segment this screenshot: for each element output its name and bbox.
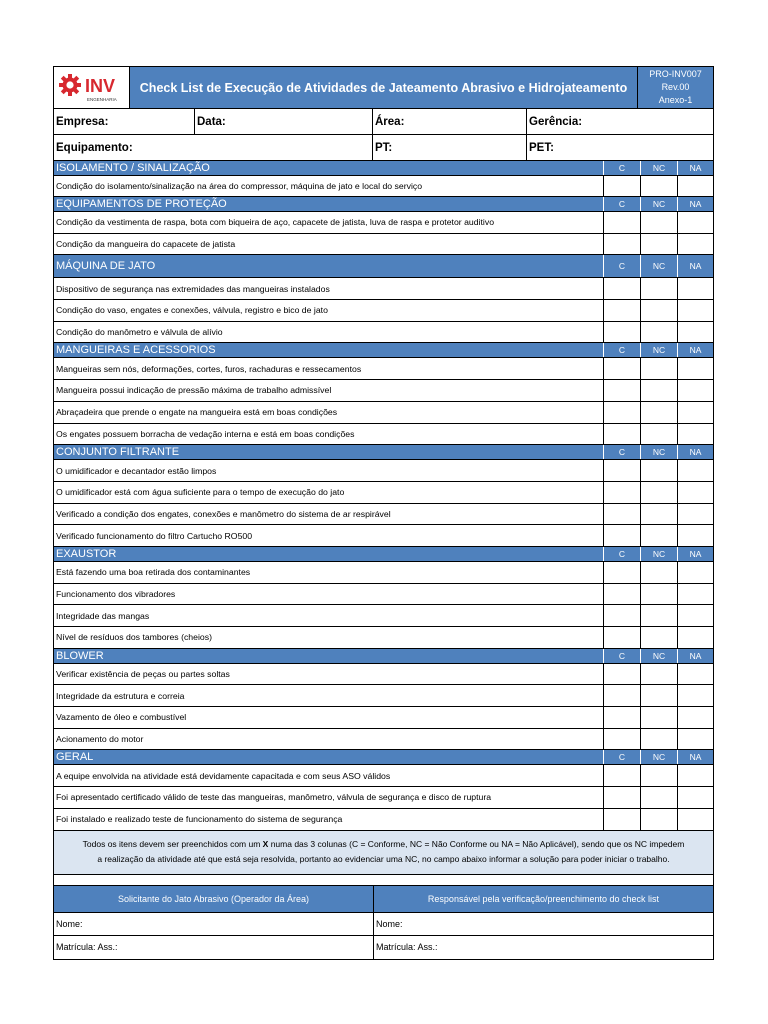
checklist-item-label: Dispositivo de segurança nas extremidades das mangueiras instalados bbox=[56, 283, 330, 294]
column-nc-header: NC bbox=[640, 750, 677, 764]
checklist-item-label: Funcionamento dos vibradores bbox=[56, 588, 176, 599]
checklist-item-label: Verificar existência de peças ou partes soltas bbox=[56, 669, 230, 680]
checklist-item bbox=[54, 402, 713, 424]
checklist-item bbox=[54, 685, 713, 707]
check-box-na[interactable] bbox=[677, 765, 713, 786]
check-box-na[interactable] bbox=[677, 707, 713, 728]
check-box-c[interactable] bbox=[603, 504, 640, 525]
check-box-c[interactable] bbox=[603, 322, 640, 343]
check-box-nc[interactable] bbox=[640, 424, 677, 445]
revision: Rev.00 bbox=[661, 82, 690, 92]
checklist-item-label: Condição do vaso, engates e conexões, válvula, registro e bico de jato bbox=[56, 305, 328, 316]
check-box-c[interactable] bbox=[603, 212, 640, 233]
check-box-na[interactable] bbox=[677, 809, 713, 830]
section-title: EQUIPAMENTOS DE PROTEÇÃO bbox=[56, 198, 227, 210]
check-box-na[interactable] bbox=[677, 322, 713, 343]
checklist-item-label: A equipe envolvida na atividade está devidamente capacitada e com seus ASO válidos bbox=[56, 770, 391, 781]
column-nc-header: NC bbox=[640, 161, 677, 175]
check-box-na[interactable] bbox=[677, 278, 713, 299]
checklist-item bbox=[54, 707, 713, 729]
note-text-3: a realização da atividade até que está seja resolvida, portanto ao evidenciar uma NC, no campo abaixo informar a solução para poder iniciar o trabalho. bbox=[97, 854, 670, 864]
check-box-c[interactable] bbox=[603, 358, 640, 379]
gerencia-field[interactable]: Gerência: bbox=[529, 115, 583, 128]
check-box-nc[interactable] bbox=[640, 234, 677, 255]
section-header bbox=[54, 750, 713, 765]
check-box-na[interactable] bbox=[677, 300, 713, 321]
section-title: MÁQUINA DE JATO bbox=[56, 260, 156, 273]
checklist-item-label: Abraçadeira que prende o engate na mangueira está em boas condições bbox=[56, 407, 338, 418]
check-box-nc[interactable] bbox=[640, 525, 677, 546]
checklist-item-label: O umidificador está com água suficiente para o tempo de execução do jato bbox=[56, 487, 345, 498]
check-box-c[interactable] bbox=[603, 278, 640, 299]
svg-text:INV: INV bbox=[84, 75, 115, 96]
checklist-item bbox=[54, 424, 713, 446]
section-header bbox=[54, 343, 713, 358]
column-c-header: C bbox=[603, 255, 640, 277]
checklist-item-label: Nível de resíduos dos tambores (cheios) bbox=[56, 632, 212, 643]
responsible-title: Responsável pela verificação/preenchimento do check list bbox=[427, 893, 660, 904]
info-row-1 bbox=[54, 109, 713, 135]
check-box-c[interactable] bbox=[603, 605, 640, 626]
annex: Anexo-1 bbox=[658, 95, 693, 105]
checklist-item-label: Condição da vestimenta de raspa, bota com biqueira de aço, capacete de jatista, luva de raspa e protetor auditivo bbox=[56, 217, 495, 228]
check-box-na[interactable] bbox=[677, 787, 713, 808]
check-box-nc[interactable] bbox=[640, 380, 677, 401]
section-header bbox=[54, 445, 713, 460]
section-title: CONJUNTO FILTRANTE bbox=[56, 446, 180, 459]
checklist-item bbox=[54, 787, 713, 809]
checklist-item-label: Verificado funcionamento do filtro Cartucho RO500 bbox=[56, 530, 253, 541]
check-box-nc[interactable] bbox=[640, 504, 677, 525]
check-box-nc[interactable] bbox=[640, 685, 677, 706]
check-box-c[interactable] bbox=[603, 482, 640, 503]
check-box-nc[interactable] bbox=[640, 627, 677, 648]
check-box-nc[interactable] bbox=[640, 358, 677, 379]
column-na-header: NA bbox=[677, 547, 713, 561]
check-box-na[interactable] bbox=[677, 504, 713, 525]
check-box-na[interactable] bbox=[677, 424, 713, 445]
check-box-na[interactable] bbox=[677, 176, 713, 196]
column-na-header: NA bbox=[677, 343, 713, 357]
checklist-item-label: Foi instalado e realizado teste de funcionamento do sistema de segurança bbox=[56, 814, 343, 825]
column-nc-header: NC bbox=[640, 547, 677, 561]
check-box-c[interactable] bbox=[603, 460, 640, 481]
spacer bbox=[54, 875, 713, 886]
checklist-item bbox=[54, 212, 713, 234]
area-field[interactable]: Área: bbox=[373, 109, 527, 134]
check-box-c[interactable] bbox=[603, 402, 640, 423]
checklist-item bbox=[54, 729, 713, 751]
checklist-item-label: Integridade da estrutura e correia bbox=[56, 690, 185, 701]
check-box-nc[interactable] bbox=[640, 460, 677, 481]
check-box-na[interactable] bbox=[677, 234, 713, 255]
check-box-na[interactable] bbox=[677, 584, 713, 605]
check-box-c[interactable] bbox=[603, 300, 640, 321]
column-nc-header: NC bbox=[640, 343, 677, 357]
requester-name-field[interactable]: Nome: bbox=[54, 913, 374, 935]
column-nc-header: NC bbox=[640, 649, 677, 663]
requester-title: Solicitante do Jato Abrasivo (Operador da Área) bbox=[54, 886, 374, 912]
check-box-nc[interactable] bbox=[640, 300, 677, 321]
data-field[interactable]: Data: bbox=[195, 109, 373, 134]
checklist-item-label: Condição do isolamento/sinalização na área do compressor, máquina de jato e local do serviço bbox=[56, 181, 423, 191]
check-box-nc[interactable] bbox=[640, 707, 677, 728]
checklist-item bbox=[54, 234, 713, 256]
gear-logo-icon bbox=[57, 72, 127, 104]
note-text-2: numa das 3 colunas (C = Conforme, NC = Não Conforme ou NA = Não Aplicável), sendo que os NC impedem bbox=[268, 839, 685, 849]
check-box-c[interactable] bbox=[603, 729, 640, 750]
check-box-nc[interactable] bbox=[640, 729, 677, 750]
section-header bbox=[54, 649, 713, 664]
checklist-item bbox=[54, 562, 713, 584]
column-nc-header: NC bbox=[640, 445, 677, 459]
check-box-na[interactable] bbox=[677, 562, 713, 583]
check-box-na[interactable] bbox=[677, 212, 713, 233]
check-box-c[interactable] bbox=[603, 627, 640, 648]
check-box-na[interactable] bbox=[677, 605, 713, 626]
checklist-item-label: Mangueira possui indicação de pressão máxima de trabalho admissível bbox=[56, 385, 332, 396]
checklist-item bbox=[54, 176, 713, 197]
check-box-c[interactable] bbox=[603, 809, 640, 830]
section-header bbox=[54, 547, 713, 562]
code-number: PRO-INV007 bbox=[649, 69, 702, 79]
column-na-header: NA bbox=[677, 750, 713, 764]
checklist-item bbox=[54, 504, 713, 526]
checklist-sections bbox=[54, 161, 713, 831]
instructions-note bbox=[54, 831, 713, 875]
section-title: MANGUEIRAS E ACESSORIOS bbox=[56, 344, 216, 357]
check-box-nc[interactable] bbox=[640, 278, 677, 299]
checklist-item bbox=[54, 322, 713, 344]
column-c-header: C bbox=[603, 161, 640, 175]
checklist-item bbox=[54, 525, 713, 547]
note-x: X bbox=[262, 839, 269, 849]
check-box-c[interactable] bbox=[603, 765, 640, 786]
checklist-item bbox=[54, 765, 713, 787]
column-c-header: C bbox=[603, 547, 640, 561]
checklist-item-label: Condição da mangueira do capacete de jatista bbox=[56, 239, 236, 250]
check-box-na[interactable] bbox=[677, 380, 713, 401]
checklist-item bbox=[54, 460, 713, 482]
column-nc-header: NC bbox=[640, 197, 677, 211]
checklist-sheet bbox=[53, 66, 714, 960]
check-box-na[interactable] bbox=[677, 729, 713, 750]
check-box-nc[interactable] bbox=[640, 605, 677, 626]
checklist-item bbox=[54, 584, 713, 606]
check-box-nc[interactable] bbox=[640, 322, 677, 343]
column-na-header: NA bbox=[677, 445, 713, 459]
column-na-header: NA bbox=[677, 255, 713, 277]
checklist-item bbox=[54, 664, 713, 686]
checklist-item bbox=[54, 278, 713, 300]
document-code bbox=[638, 67, 713, 108]
column-c-header: C bbox=[603, 750, 640, 764]
signature-header bbox=[54, 886, 713, 913]
document-title: Check List de Execução de Atividades de Jateamento Abrasivo e Hidrojateamento bbox=[130, 67, 638, 108]
check-box-nc[interactable] bbox=[640, 212, 677, 233]
check-box-nc[interactable] bbox=[640, 809, 677, 830]
checklist-item-label: Acionamento do motor bbox=[56, 734, 144, 745]
equipamento-field[interactable]: Equipamento: bbox=[54, 135, 373, 160]
column-c-header: C bbox=[603, 445, 640, 459]
checklist-item bbox=[54, 627, 713, 649]
section-title: BLOWER bbox=[56, 649, 104, 662]
column-nc-header: NC bbox=[640, 255, 677, 277]
svg-text:ENGENHARIA: ENGENHARIA bbox=[86, 96, 117, 102]
column-na-header: NA bbox=[677, 197, 713, 211]
check-box-c[interactable] bbox=[603, 685, 640, 706]
section-title: GERAL bbox=[56, 751, 94, 764]
checklist-item-label: Mangueiras sem nós, deformações, cortes, furos, rachaduras e ressecamentos bbox=[56, 363, 362, 374]
checklist-item-label: O umidificador e decantador estão limpos bbox=[56, 465, 217, 476]
check-box-nc[interactable] bbox=[640, 765, 677, 786]
responsible-registration-field[interactable]: Matrícula: Ass.: bbox=[376, 942, 438, 952]
column-c-header: C bbox=[603, 343, 640, 357]
checklist-item-label: Vazamento de óleo e combustível bbox=[56, 712, 187, 723]
pt-field[interactable]: PT: bbox=[373, 135, 527, 160]
checklist-item-label: Foi apresentado certificado válido de teste das mangueiras, manômetro, válvula de segurança e disco de ruptura bbox=[56, 792, 492, 803]
check-box-c[interactable] bbox=[603, 787, 640, 808]
check-box-nc[interactable] bbox=[640, 176, 677, 196]
column-c-header: C bbox=[603, 197, 640, 211]
checklist-item-label: Os engates possuem borracha de vedação interna e está em boas condições bbox=[56, 428, 355, 439]
check-box-nc[interactable] bbox=[640, 562, 677, 583]
check-box-nc[interactable] bbox=[640, 584, 677, 605]
column-c-header: C bbox=[603, 649, 640, 663]
checklist-item-label: Condição do manômetro e válvula de alívio bbox=[56, 327, 223, 338]
check-box-c[interactable] bbox=[603, 424, 640, 445]
check-box-na[interactable] bbox=[677, 664, 713, 685]
check-box-c[interactable] bbox=[603, 664, 640, 685]
check-box-na[interactable] bbox=[677, 402, 713, 423]
checklist-item bbox=[54, 809, 713, 831]
note-text-1: Todos os itens devem ser preenchidos com um bbox=[82, 839, 263, 849]
requester-registration-field[interactable]: Matrícula: Ass.: bbox=[54, 936, 374, 959]
checklist-item-label: Integridade das mangas bbox=[56, 610, 150, 621]
signature-name-row bbox=[54, 913, 713, 936]
section-header bbox=[54, 255, 713, 278]
responsible-name-field[interactable]: Nome: bbox=[376, 918, 403, 929]
column-na-header: NA bbox=[677, 161, 713, 175]
signature-reg-row bbox=[54, 936, 713, 959]
section-header bbox=[54, 197, 713, 212]
checklist-item bbox=[54, 482, 713, 504]
column-na-header: NA bbox=[677, 649, 713, 663]
empresa-field[interactable]: Empresa: bbox=[54, 109, 195, 134]
check-box-c[interactable] bbox=[603, 707, 640, 728]
checklist-item-label: Está fazendo uma boa retirada dos contaminantes bbox=[56, 567, 251, 578]
check-box-c[interactable] bbox=[603, 380, 640, 401]
section-header bbox=[54, 161, 713, 176]
check-box-na[interactable] bbox=[677, 358, 713, 379]
checklist-item bbox=[54, 605, 713, 627]
check-box-nc[interactable] bbox=[640, 664, 677, 685]
checklist-item-label: Verificado a condição dos engates, conexões e manômetro do sistema de ar respirável bbox=[56, 508, 391, 519]
section-title: ISOLAMENTO / SINALIZAÇÃO bbox=[56, 162, 210, 174]
check-box-c[interactable] bbox=[603, 525, 640, 546]
check-box-na[interactable] bbox=[677, 627, 713, 648]
check-box-c[interactable] bbox=[603, 562, 640, 583]
check-box-na[interactable] bbox=[677, 482, 713, 503]
checklist-item bbox=[54, 358, 713, 380]
section-title: EXAUSTOR bbox=[56, 547, 117, 560]
check-box-na[interactable] bbox=[677, 460, 713, 481]
checklist-item bbox=[54, 380, 713, 402]
header-row bbox=[54, 67, 713, 109]
check-box-nc[interactable] bbox=[640, 787, 677, 808]
check-box-c[interactable] bbox=[603, 176, 640, 196]
pet-field[interactable]: PET: bbox=[529, 141, 554, 154]
check-box-c[interactable] bbox=[603, 234, 640, 255]
check-box-c[interactable] bbox=[603, 584, 640, 605]
company-logo bbox=[54, 67, 130, 108]
checklist-item bbox=[54, 300, 713, 322]
check-box-nc[interactable] bbox=[640, 402, 677, 423]
check-box-na[interactable] bbox=[677, 685, 713, 706]
info-row-2 bbox=[54, 135, 713, 161]
check-box-na[interactable] bbox=[677, 525, 713, 546]
check-box-nc[interactable] bbox=[640, 482, 677, 503]
instructions-text bbox=[60, 831, 707, 874]
